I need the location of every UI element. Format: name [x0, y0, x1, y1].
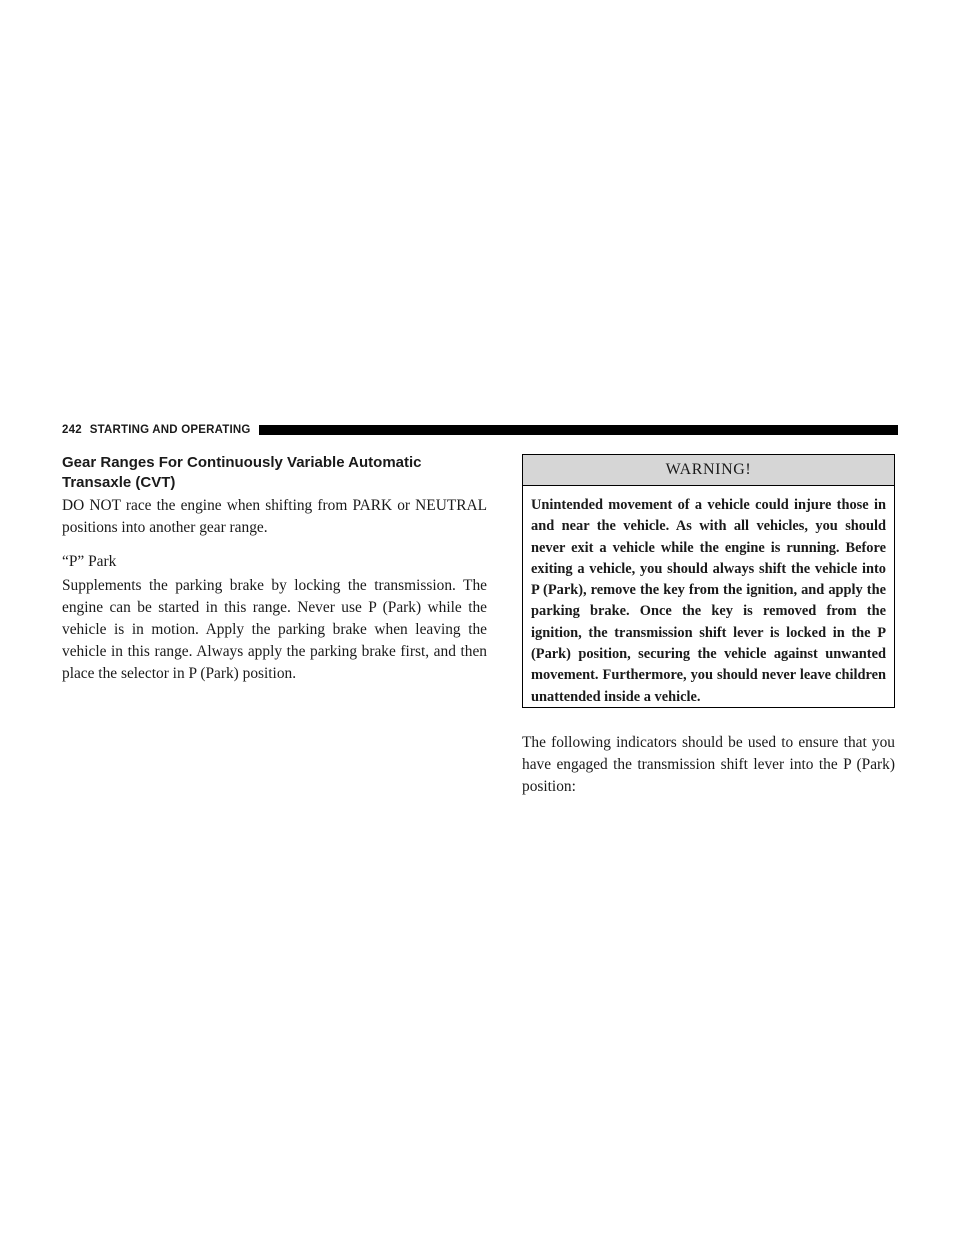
warning-text: Unintended movement of a vehicle could injure those in and near the vehicle. As with all vehicles, you should never exit a vehicle while the engine is running. Before exiting a vehicle, you should always shift the vehicle into P (Park), remove the key from the ignition, and apply the parking brake. Once the key is removed from the ignition, the transmission shift lever is locked in the P (Park) position, securing the vehicle against unwanted movement. Furthermore, you should never leave children unattended inside a vehicle.	[531, 497, 886, 705]
page-number: 242	[62, 424, 82, 436]
gear-ranges-heading: Gear Ranges For Continuously Variable Automatic Transaxle (CVT)	[62, 454, 422, 491]
indicators-paragraph: The following indicators should be used to ensure that you have engaged the transmission shift lever into the P (Park) position:	[522, 734, 895, 795]
warning-title-bar	[523, 455, 894, 486]
page-header	[62, 422, 898, 438]
park-paragraph: Supplements the parking brake by locking the transmission. The engine can be started in this range. Never use P (Park) while the vehicle is in motion. Apply the parking brake when leaving the vehicle in this range. Always apply the parking brake first, and then place the selector in P (Park) position.	[62, 577, 487, 682]
left-column	[62, 453, 487, 685]
header-rule	[259, 425, 898, 435]
intro-paragraph: DO NOT race the engine when shifting from PARK or NEUTRAL positions into another gear range.	[62, 497, 487, 536]
warning-title: WARNING!	[665, 461, 752, 478]
warning-box	[522, 454, 895, 708]
section-title: STARTING AND OPERATING	[89, 424, 251, 436]
park-subheading: “P” Park	[62, 553, 117, 570]
right-column	[522, 732, 895, 798]
